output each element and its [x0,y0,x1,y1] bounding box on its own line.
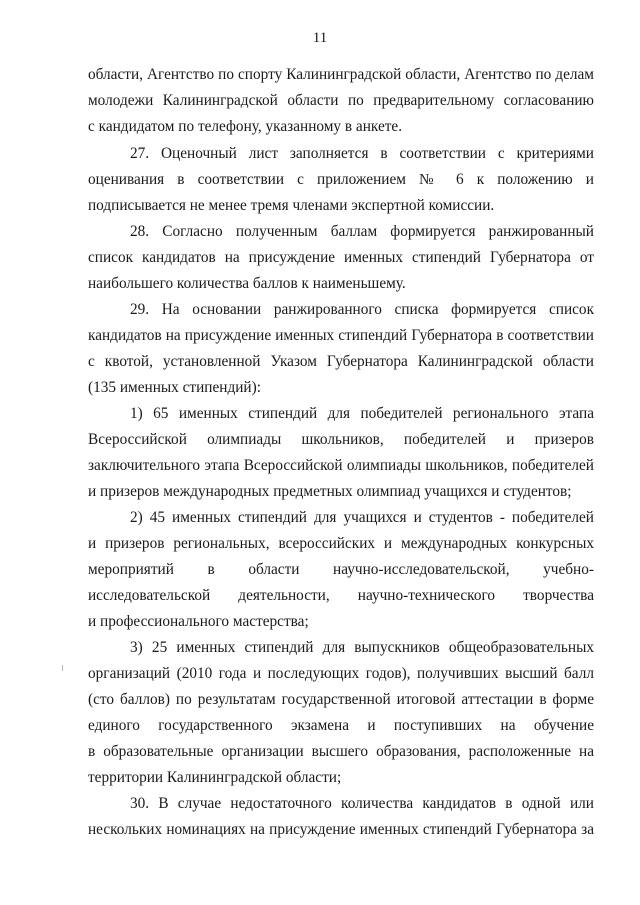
text-line: в образовательные организации высшего образования, расположенные на [88,743,594,760]
text-line: кандидатов на присуждение именных стипендий Губернатора в соответствии [88,327,594,344]
text-line: мероприятий в области научно-исследовательской, учебно- [88,561,594,578]
text-line: подписывается не менее тремя членами экспертной комиссии. [88,197,495,214]
text-line: молодежи Калининградской области по предварительному согласованию [88,92,594,109]
list-item-3-first-line: 3) 25 именных стипендий для выпускников общеобразовательных [130,639,594,656]
text-line: и профессионального мастерства; [88,613,309,630]
text-line: территории Калининградской области; [88,769,342,786]
text-line: исследовательской деятельности, научно-технического творчества [88,587,594,604]
text-line: список кандидатов на присуждение именных стипендий Губернатора от [88,249,594,266]
page-number: 11 [312,30,328,46]
text-line: (135 именных стипендий): [88,379,261,396]
text-line: организаций (2010 года и последующих годов), получивших высший балл [88,665,594,682]
list-item-2-first-line: 2) 45 именных стипендий для учащихся и студентов - победителей [130,509,594,526]
text-line: и призеров региональных, всероссийских и международных конкурсных [88,535,594,552]
text-line: оценивания в соответствии с приложением № 6 к положению и [88,171,594,188]
text-line: области, Агентство по спорту Калининградской области, Агентство по делам [88,66,594,83]
paragraph-27-first-line: 27. Оценочный лист заполняется в соответствии с критериями [130,145,594,162]
text-line: (сто баллов) по результатам государственной итоговой аттестации в форме [88,691,594,708]
text-line: с кандидатом по телефону, указанному в анкете. [88,118,403,135]
text-line: Всероссийской олимпиады школьников, победителей и призеров [88,431,594,448]
text-line: единого государственного экзамена и поступивших на обучение [88,717,594,734]
paragraph-30-first-line: 30. В случае недостаточного количества кандидатов в одной или [130,795,594,812]
list-item-1-first-line: 1) 65 именных стипендий для победителей регионального этапа [130,405,594,422]
paragraph-29-first-line: 29. На основании ранжированного списка формируется список [130,301,594,318]
text-line: нескольких номинациях на присуждение именных стипендий Губернатора за [88,821,594,838]
text-line: заключительного этапа Всероссийской олимпиады школьников, победителей [88,457,594,474]
paragraph-28-first-line: 28. Согласно полученным баллам формируется ранжированный [130,223,594,240]
text-line: и призеров международных предметных олимпиад учащихся и студентов; [88,483,572,500]
text-line: наибольшего количества баллов к наименьшему. [88,275,406,292]
margin-mark [62,665,63,671]
text-line: с квотой, установленной Указом Губернатора Калининградской области [88,353,594,370]
